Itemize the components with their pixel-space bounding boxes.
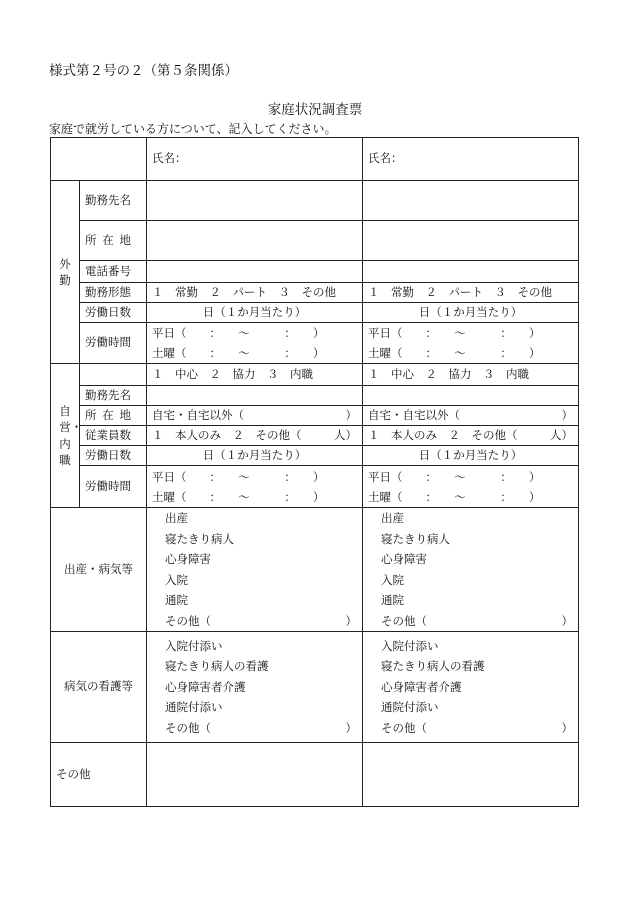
outside-employer-row bbox=[51, 181, 579, 221]
saturday-hours-line: 土曜（ ： 〜 ： ） bbox=[152, 489, 325, 504]
caregiving-options-2[interactable] bbox=[363, 632, 579, 743]
option-outpatient[interactable]: 通院 bbox=[165, 593, 188, 607]
name-label: 氏名： bbox=[152, 151, 187, 166]
option-hospitalized[interactable]: 入院 bbox=[165, 572, 188, 587]
self-role-options-2[interactable]: １ 中心 ２ 協力 ３ 内職 bbox=[363, 364, 579, 386]
caregiving-label: 病気の看護等 bbox=[51, 632, 147, 743]
outside-employer-field-2[interactable] bbox=[363, 181, 579, 221]
option-birth[interactable]: 出産 bbox=[165, 511, 188, 525]
option-other[interactable]: その他（ ） bbox=[165, 613, 357, 628]
outside-employer-field-1[interactable] bbox=[147, 181, 363, 221]
weekday-hours-line: 平日（ ： 〜 ： ） bbox=[152, 326, 325, 340]
self-role-blank bbox=[80, 364, 147, 386]
other-field-1[interactable] bbox=[147, 743, 363, 807]
working-hours-label: 労働時間 bbox=[80, 466, 147, 508]
option-hospitalized[interactable]: 入院 bbox=[381, 572, 404, 587]
working-hours-field-1[interactable] bbox=[147, 323, 363, 364]
self-working-hours-field-1[interactable] bbox=[147, 466, 363, 508]
working-days-label: 労働日数 bbox=[80, 446, 147, 466]
name-row bbox=[51, 138, 579, 181]
weekday-hours-line: 平日（ ： 〜 ： ） bbox=[368, 469, 541, 484]
option-outpatient[interactable]: 通院 bbox=[381, 593, 404, 607]
self-working-days-row bbox=[51, 446, 579, 466]
saturday-hours-line: 土曜（ ： 〜 ： ） bbox=[368, 489, 541, 504]
other-field-2[interactable] bbox=[363, 743, 579, 807]
working-days-field-1[interactable]: 日（１か月当たり） bbox=[147, 303, 363, 323]
self-employees-row bbox=[51, 426, 579, 446]
self-role-options-1[interactable]: １ 中心 ２ 協力 ３ 内職 bbox=[147, 364, 363, 386]
employment-type-options-1[interactable]: １ 常勤 ２ パート ３ その他 bbox=[147, 283, 363, 303]
self-working-days-field-2[interactable]: 日（１か月当たり） bbox=[363, 446, 579, 466]
option-disability[interactable]: 心身障害 bbox=[381, 552, 427, 566]
self-location-field-1[interactable]: 自宅・自宅以外（ ） bbox=[147, 406, 363, 426]
form-number: 様式第２号の２（第５条関係） bbox=[49, 63, 238, 79]
outside-employment-type-row bbox=[51, 283, 579, 303]
location-label: 所在地 bbox=[80, 406, 147, 426]
option-outpatient-attendance[interactable]: 通院付添い bbox=[381, 700, 439, 715]
self-working-days-field-1[interactable]: 日（１か月当たり） bbox=[147, 446, 363, 466]
name-field-person-1[interactable] bbox=[147, 138, 363, 181]
self-employees-field-2[interactable]: １ 本人のみ ２ その他（ 人） bbox=[363, 426, 579, 446]
option-other[interactable]: その他（ ） bbox=[165, 720, 357, 735]
self-employer-row bbox=[51, 386, 579, 406]
weekday-hours-line: 平日（ ： 〜 ： ） bbox=[368, 326, 541, 340]
document-title: 家庭状況調査票 bbox=[267, 102, 363, 118]
self-employer-field-2[interactable] bbox=[363, 386, 579, 406]
self-employer-field-1[interactable] bbox=[147, 386, 363, 406]
self-role-row bbox=[51, 364, 579, 386]
outside-location-row bbox=[51, 221, 579, 261]
option-birth[interactable]: 出産 bbox=[381, 511, 404, 525]
option-outpatient-attendance[interactable]: 通院付添い bbox=[165, 700, 223, 715]
birth-illness-options-2[interactable] bbox=[363, 508, 579, 632]
working-days-field-2[interactable]: 日（１か月当たり） bbox=[363, 303, 579, 323]
option-bedridden[interactable]: 寝たきり病人 bbox=[165, 531, 234, 546]
phone-label: 電話番号 bbox=[80, 261, 147, 283]
option-bedridden-nursing[interactable]: 寝たきり病人の看護 bbox=[165, 659, 269, 674]
outside-location-field-1[interactable] bbox=[147, 221, 363, 261]
employer-label: 勤務先名 bbox=[80, 386, 147, 406]
weekday-hours-line: 平日（ ： 〜 ： ） bbox=[152, 469, 325, 484]
outside-location-field-2[interactable] bbox=[363, 221, 579, 261]
name-field-person-2[interactable] bbox=[363, 138, 579, 181]
outside-working-days-row bbox=[51, 303, 579, 323]
instruction-text: 家庭で就労している方について、記入してください。 bbox=[49, 122, 337, 136]
outside-phone-row bbox=[51, 261, 579, 283]
employment-type-options-2[interactable]: １ 常勤 ２ パート ３ その他 bbox=[363, 283, 579, 303]
working-hours-label: 労働時間 bbox=[80, 323, 147, 364]
option-disability-care[interactable]: 心身障害者介護 bbox=[381, 679, 462, 694]
household-survey-table bbox=[50, 137, 579, 807]
option-bedridden-nursing[interactable]: 寝たきり病人の看護 bbox=[381, 659, 485, 674]
outside-work-section-label: 外勤 bbox=[51, 181, 80, 364]
option-other[interactable]: その他（ ） bbox=[381, 720, 573, 735]
outside-phone-field-1[interactable] bbox=[147, 261, 363, 283]
self-location-field-2[interactable]: 自宅・自宅以外（ ） bbox=[363, 406, 579, 426]
birth-illness-row bbox=[51, 508, 579, 632]
name-row-blank bbox=[51, 138, 147, 181]
self-employed-section-label: 自営・内職 bbox=[51, 364, 80, 508]
self-location-row bbox=[51, 406, 579, 426]
self-working-hours-row bbox=[51, 466, 579, 508]
option-hospital-attendance[interactable]: 入院付添い bbox=[381, 638, 439, 653]
working-hours-field-2[interactable] bbox=[363, 323, 579, 364]
other-row bbox=[51, 743, 579, 807]
caregiving-row bbox=[51, 632, 579, 743]
saturday-hours-line: 土曜（ ： 〜 ： ） bbox=[152, 346, 325, 360]
birth-illness-label: 出産・病気等 bbox=[51, 508, 147, 632]
name-label: 氏名： bbox=[368, 151, 403, 166]
birth-illness-options-1[interactable] bbox=[147, 508, 363, 632]
saturday-hours-line: 土曜（ ： 〜 ： ） bbox=[368, 346, 541, 360]
caregiving-options-1[interactable] bbox=[147, 632, 363, 743]
working-days-label: 労働日数 bbox=[80, 303, 147, 323]
option-other[interactable]: その他（ ） bbox=[381, 613, 573, 628]
outside-phone-field-2[interactable] bbox=[363, 261, 579, 283]
self-employees-field-1[interactable]: １ 本人のみ ２ その他（ 人） bbox=[147, 426, 363, 446]
self-working-hours-field-2[interactable] bbox=[363, 466, 579, 508]
option-hospital-attendance[interactable]: 入院付添い bbox=[165, 638, 223, 653]
other-label: その他 bbox=[51, 743, 147, 807]
location-label: 所在地 bbox=[80, 221, 147, 261]
outside-working-hours-row bbox=[51, 323, 579, 364]
employment-type-label: 勤務形態 bbox=[80, 283, 147, 303]
employees-label: 従業員数 bbox=[80, 426, 147, 446]
option-disability-care[interactable]: 心身障害者介護 bbox=[165, 679, 246, 694]
option-disability[interactable]: 心身障害 bbox=[165, 552, 211, 566]
option-bedridden[interactable]: 寝たきり病人 bbox=[381, 531, 450, 546]
employer-label: 勤務先名 bbox=[80, 181, 147, 221]
